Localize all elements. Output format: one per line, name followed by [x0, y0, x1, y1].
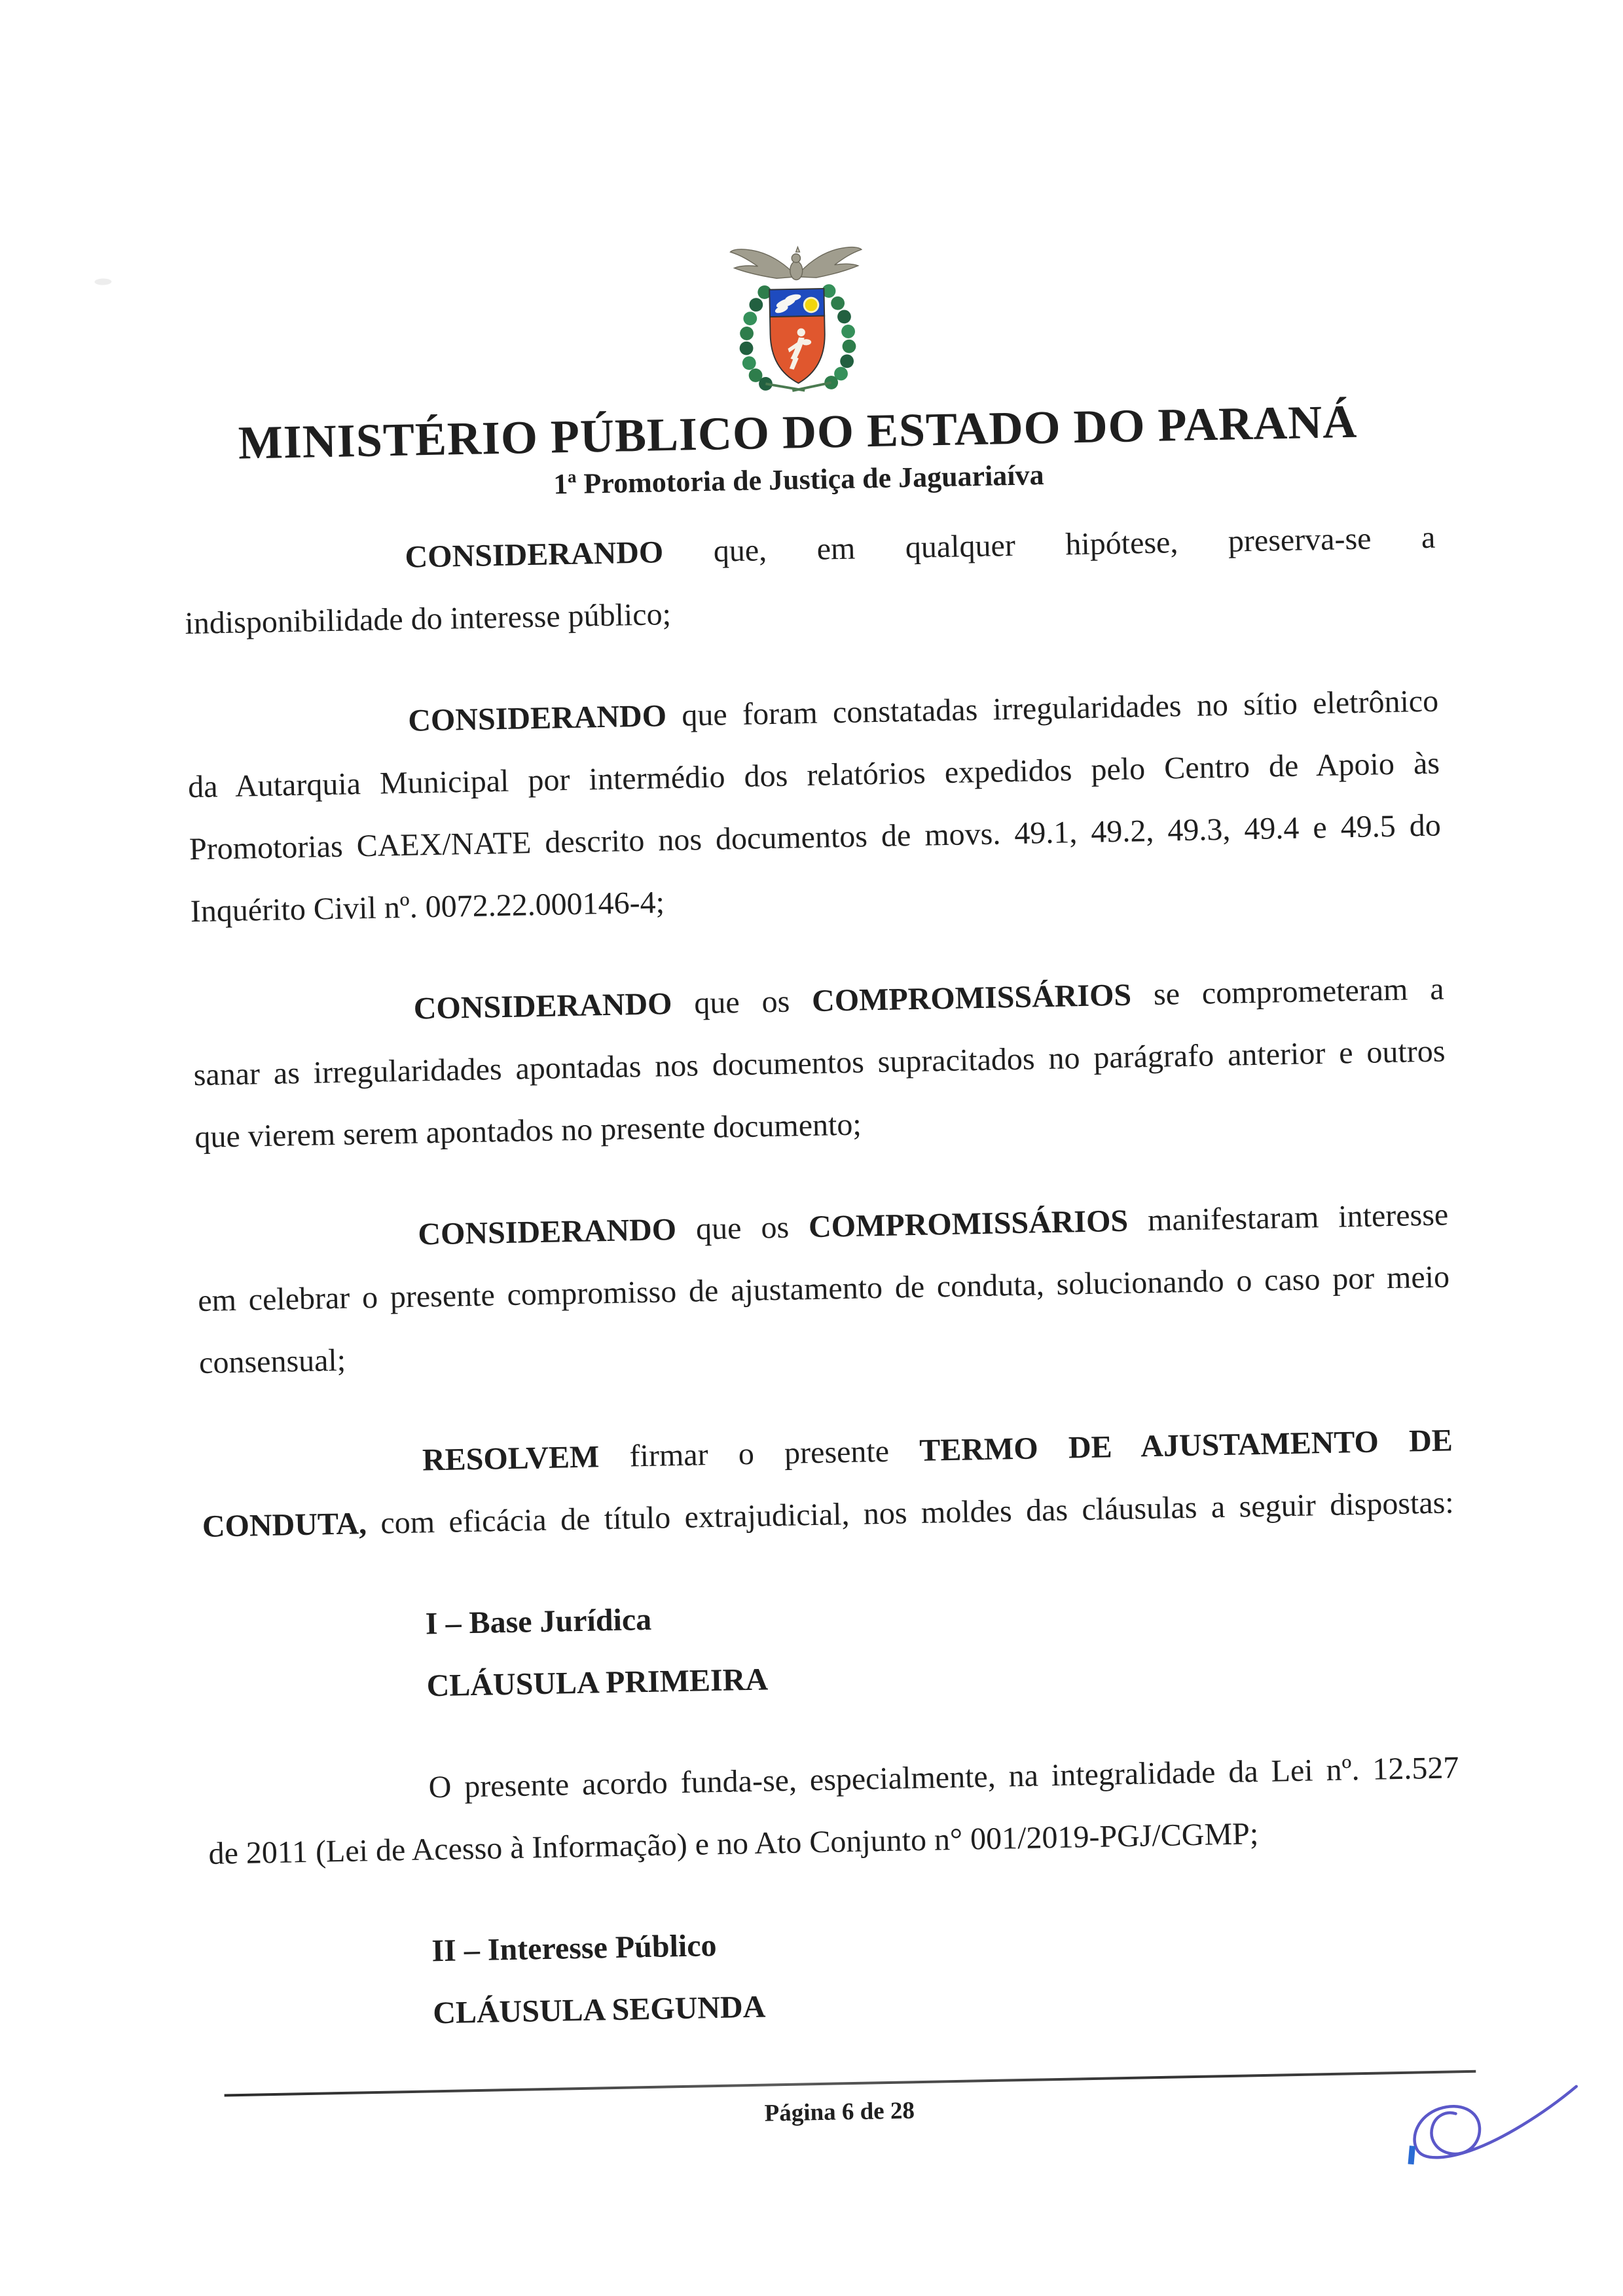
page-number: Página 6 de 28: [764, 2097, 915, 2127]
text-run: II – Interesse Público: [431, 1928, 717, 1969]
text-run: consensual;: [198, 1342, 346, 1381]
paragraph: [183, 507, 1437, 655]
paragraph: [196, 1183, 1451, 1394]
text-run: da Autarquia Municipal por intermédio dos relatórios expedidos pelo Centro de Apoio às: [187, 745, 1440, 805]
text-run: CONSIDERANDO: [417, 1211, 677, 1252]
document-body: [183, 507, 1465, 2088]
text-run: CONSIDERANDO: [407, 698, 667, 738]
text-run: em celebrar o presente compromisso de ajustamento de conduta, solucionando o caso por meio: [197, 1259, 1450, 1319]
text-run: COMPROMISSÁRIOS: [808, 1203, 1129, 1245]
section-heading: [210, 1900, 1464, 2049]
text-run: sanar as irregularidades apontadas nos documentos supracitados no parágrafo anterior e outros: [193, 1033, 1446, 1093]
signature-icon: [1385, 2080, 1584, 2195]
paragraph: [207, 1736, 1461, 1885]
text-run: se comprometeram a: [1131, 971, 1445, 1013]
text-run: firmar o presente: [598, 1433, 920, 1475]
scan-artifact: [94, 278, 111, 285]
paragraph: [200, 1409, 1454, 1558]
text-run: CONSIDERANDO: [413, 986, 672, 1026]
text-run: RESOLVEM: [422, 1439, 600, 1478]
text-run: que os: [676, 1210, 809, 1247]
text-run: COMPROMISSÁRIOS: [811, 977, 1132, 1018]
text-run: que foram constatadas irregularidades no sítio eletrônico: [666, 683, 1439, 734]
text-run: CLÁUSULA PRIMEIRA: [426, 1662, 769, 1704]
text-run: que vierem serem apontados no presente documento;: [194, 1107, 862, 1155]
paragraph: [192, 958, 1447, 1168]
text-run: com eficácia de título extrajudicial, nos moldes das cláusulas a seguir dispostas:: [366, 1485, 1455, 1541]
text-run: Promotorias CAEX/NATE descrito nos documentos de movs. 49.1, 49.2, 49.3, 49.4 e 49.5 do: [189, 808, 1442, 867]
text-run: TERMO DE AJUSTAMENTO DE: [919, 1423, 1453, 1468]
section-heading: [204, 1573, 1457, 1721]
text-run: que, em qualquer hipótese, preserva-se a: [663, 520, 1436, 570]
text-run: CONDUTA,: [202, 1506, 367, 1544]
text-run: O presente acordo funda-se, especialmente, na integralidade da Lei nº. 12.527: [428, 1750, 1459, 1805]
parana-coat-of-arms-icon: [727, 238, 867, 398]
text-run: CONSIDERANDO: [405, 535, 664, 575]
ministry-title: MINISTÉRIO PÚBLICO DO ESTADO DO PARANÁ: [238, 395, 1358, 469]
text-run: que os: [671, 983, 812, 1022]
text-run: Inquérito Civil nº. 0072.22.000146-4;: [190, 885, 665, 929]
text-run: indisponibilidade do interesse público;: [184, 596, 672, 641]
text-run: manifestaram interesse: [1127, 1197, 1449, 1238]
text-run: de 2011 (Lei de Acesso à Informação) e no Ato Conjunto n° 001/2019-PGJ/CGMP;: [208, 1816, 1259, 1871]
promotoria-subtitle: 1ª Promotoria de Justiça de Jaguariaíva: [553, 459, 1044, 501]
paragraph: [187, 670, 1443, 943]
text-run: I – Base Jurídica: [425, 1602, 652, 1641]
text-run: CLÁUSULA SEGUNDA: [432, 1989, 766, 2031]
